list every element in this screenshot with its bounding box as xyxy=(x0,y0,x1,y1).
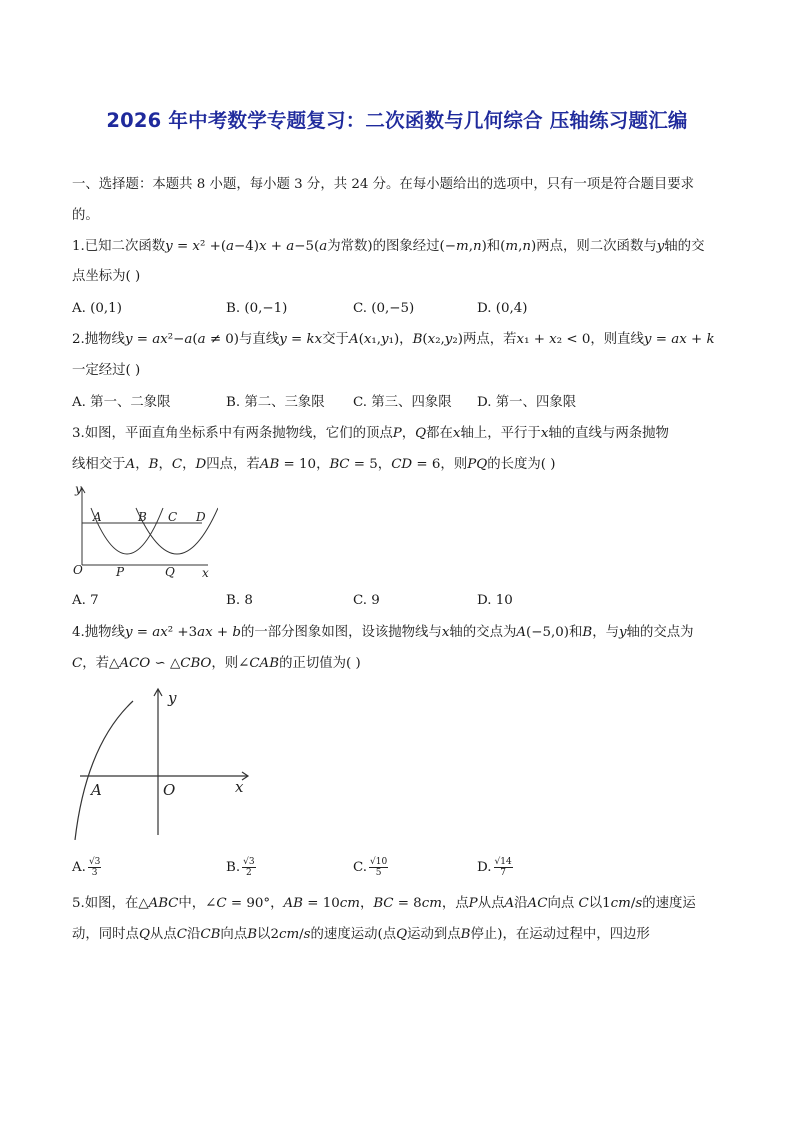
q3-label-c: C xyxy=(168,510,178,524)
q3-label-o: O xyxy=(73,563,83,577)
q3-label-a: A xyxy=(93,510,102,524)
section-heading-line-2: 的。 xyxy=(72,208,99,223)
question-4-figure xyxy=(70,685,260,840)
q3-label-q: Q xyxy=(165,565,175,579)
q3-label-b: B xyxy=(138,510,147,524)
question-1-option-b[interactable]: B. (0,−1) xyxy=(226,301,288,316)
question-2-option-b[interactable]: B. 第二、三象限 xyxy=(226,395,325,410)
question-2-line-2: 一定经过( ) xyxy=(72,363,141,378)
question-2-option-c[interactable]: C. 第三、四象限 xyxy=(353,395,452,410)
question-3-option-a[interactable]: A. 7 xyxy=(72,593,99,608)
question-4-line-1: 4.抛物线𝑦 = 𝑎𝑥² +3𝑎𝑥 + 𝑏的一部分图象如图，设该抛物线与𝑥轴的交点为𝐴(−5,0)和𝐵，与𝑦轴的交点为 xyxy=(72,625,694,640)
question-1-option-c[interactable]: C. (0,−5) xyxy=(353,301,415,316)
q4-label-a: A xyxy=(91,781,102,799)
question-1-line-1: 1.已知二次函数𝑦 = 𝑥² +(𝑎−4)𝑥 + 𝑎−5(𝑎为常数)的图象经过(−𝑚,𝑛)和(𝑚,𝑛)两点，则二次函数与𝑦轴的交 xyxy=(72,239,705,254)
question-5-line-1: 5.如图，在△𝐴𝐵𝐶中，∠𝐶 = 90°，𝐴𝐵 = 10𝑐𝑚，𝐵𝐶 = 8𝑐𝑚，点𝑃从点𝐴沿𝐴𝐶向点 𝐶以1𝑐𝑚/𝑠的速度运 xyxy=(72,896,696,911)
q4-label-o: O xyxy=(163,781,176,799)
question-3-option-b[interactable]: B. 8 xyxy=(226,593,253,608)
question-3-option-c[interactable]: C. 9 xyxy=(353,593,380,608)
q3-label-y: y xyxy=(75,482,82,496)
q4-label-y: y xyxy=(168,689,177,707)
question-3-line-1: 3.如图，平面直角坐标系中有两条抛物线，它们的顶点𝑃，𝑄都在𝑥轴上，平行于𝑥轴的直线与两条抛物 xyxy=(72,426,669,441)
question-1-option-a[interactable]: A. (0,1) xyxy=(72,301,122,316)
q3-label-p: P xyxy=(116,565,125,579)
question-3-line-2: 线相交于𝐴，𝐵，𝐶，𝐷四点，若𝐴𝐵 = 10，𝐵𝐶 = 5，𝐶𝐷 = 6，则𝑃𝑄的长度为( ) xyxy=(72,457,556,472)
question-1-option-d[interactable]: D. (0,4) xyxy=(477,301,528,316)
fraction: $\frac{√14}{7}$ xyxy=(494,857,512,878)
fraction: $\frac{√3}{3}$ xyxy=(88,857,101,878)
question-2-option-d[interactable]: D. 第一、四象限 xyxy=(477,395,577,410)
question-4-option-b[interactable]: B. $\frac{√3}{2}$ xyxy=(226,857,255,878)
question-1-line-2: 点坐标为( ) xyxy=(72,269,141,284)
question-2-line-1: 2.抛物线𝑦 = 𝑎𝑥²−𝑎(𝑎 ≠ 0)与直线𝑦 = 𝑘𝑥交于𝐴(𝑥₁,𝑦₁)，𝐵(𝑥₂,𝑦₂)两点，若𝑥₁ + 𝑥₂ < 0，则直线𝑦 = 𝑎𝑥 + 𝑘 xyxy=(72,332,715,347)
question-2-option-a[interactable]: A. 第一、二象限 xyxy=(72,395,171,410)
document-title: 2026 年中考数学专题复习：二次函数与几何综合 压轴练习题汇编 xyxy=(106,109,688,132)
question-3-figure xyxy=(68,480,218,585)
q4-label-x: x xyxy=(235,778,244,796)
fraction: $\frac{√10}{5}$ xyxy=(370,857,388,878)
question-4-line-2: 𝐶，若△𝐴𝐶𝑂 ∽ △𝐶𝐵𝑂，则∠𝐶𝐴𝐵的正切值为( ) xyxy=(72,656,361,671)
question-4-option-d[interactable]: D. $\frac{√14}{7}$ xyxy=(477,857,512,878)
question-4-option-a[interactable]: A. $\frac{√3}{3}$ xyxy=(72,857,101,878)
question-4-option-c[interactable]: C. $\frac{√10}{5}$ xyxy=(353,857,388,878)
question-5-line-2: 动，同时点𝑄从点𝐶沿𝐶𝐵向点𝐵以2𝑐𝑚/𝑠的速度运动(点𝑄运动到点𝐵停止)，在运动过程中，四边形 xyxy=(72,927,650,942)
question-3-option-d[interactable]: D. 10 xyxy=(477,593,513,608)
q3-parabola-p xyxy=(91,508,163,554)
section-heading-line-1: 一、选择题：本题共 8 小题，每小题 3 分，共 24 分。在每小题给出的选项中，只有一项是符合题目要求 xyxy=(72,177,695,192)
q4-parabola xyxy=(75,701,133,840)
fraction: $\frac{√3}{2}$ xyxy=(243,857,255,878)
q3-label-x: x xyxy=(202,566,209,580)
q3-label-d: D xyxy=(196,510,206,524)
